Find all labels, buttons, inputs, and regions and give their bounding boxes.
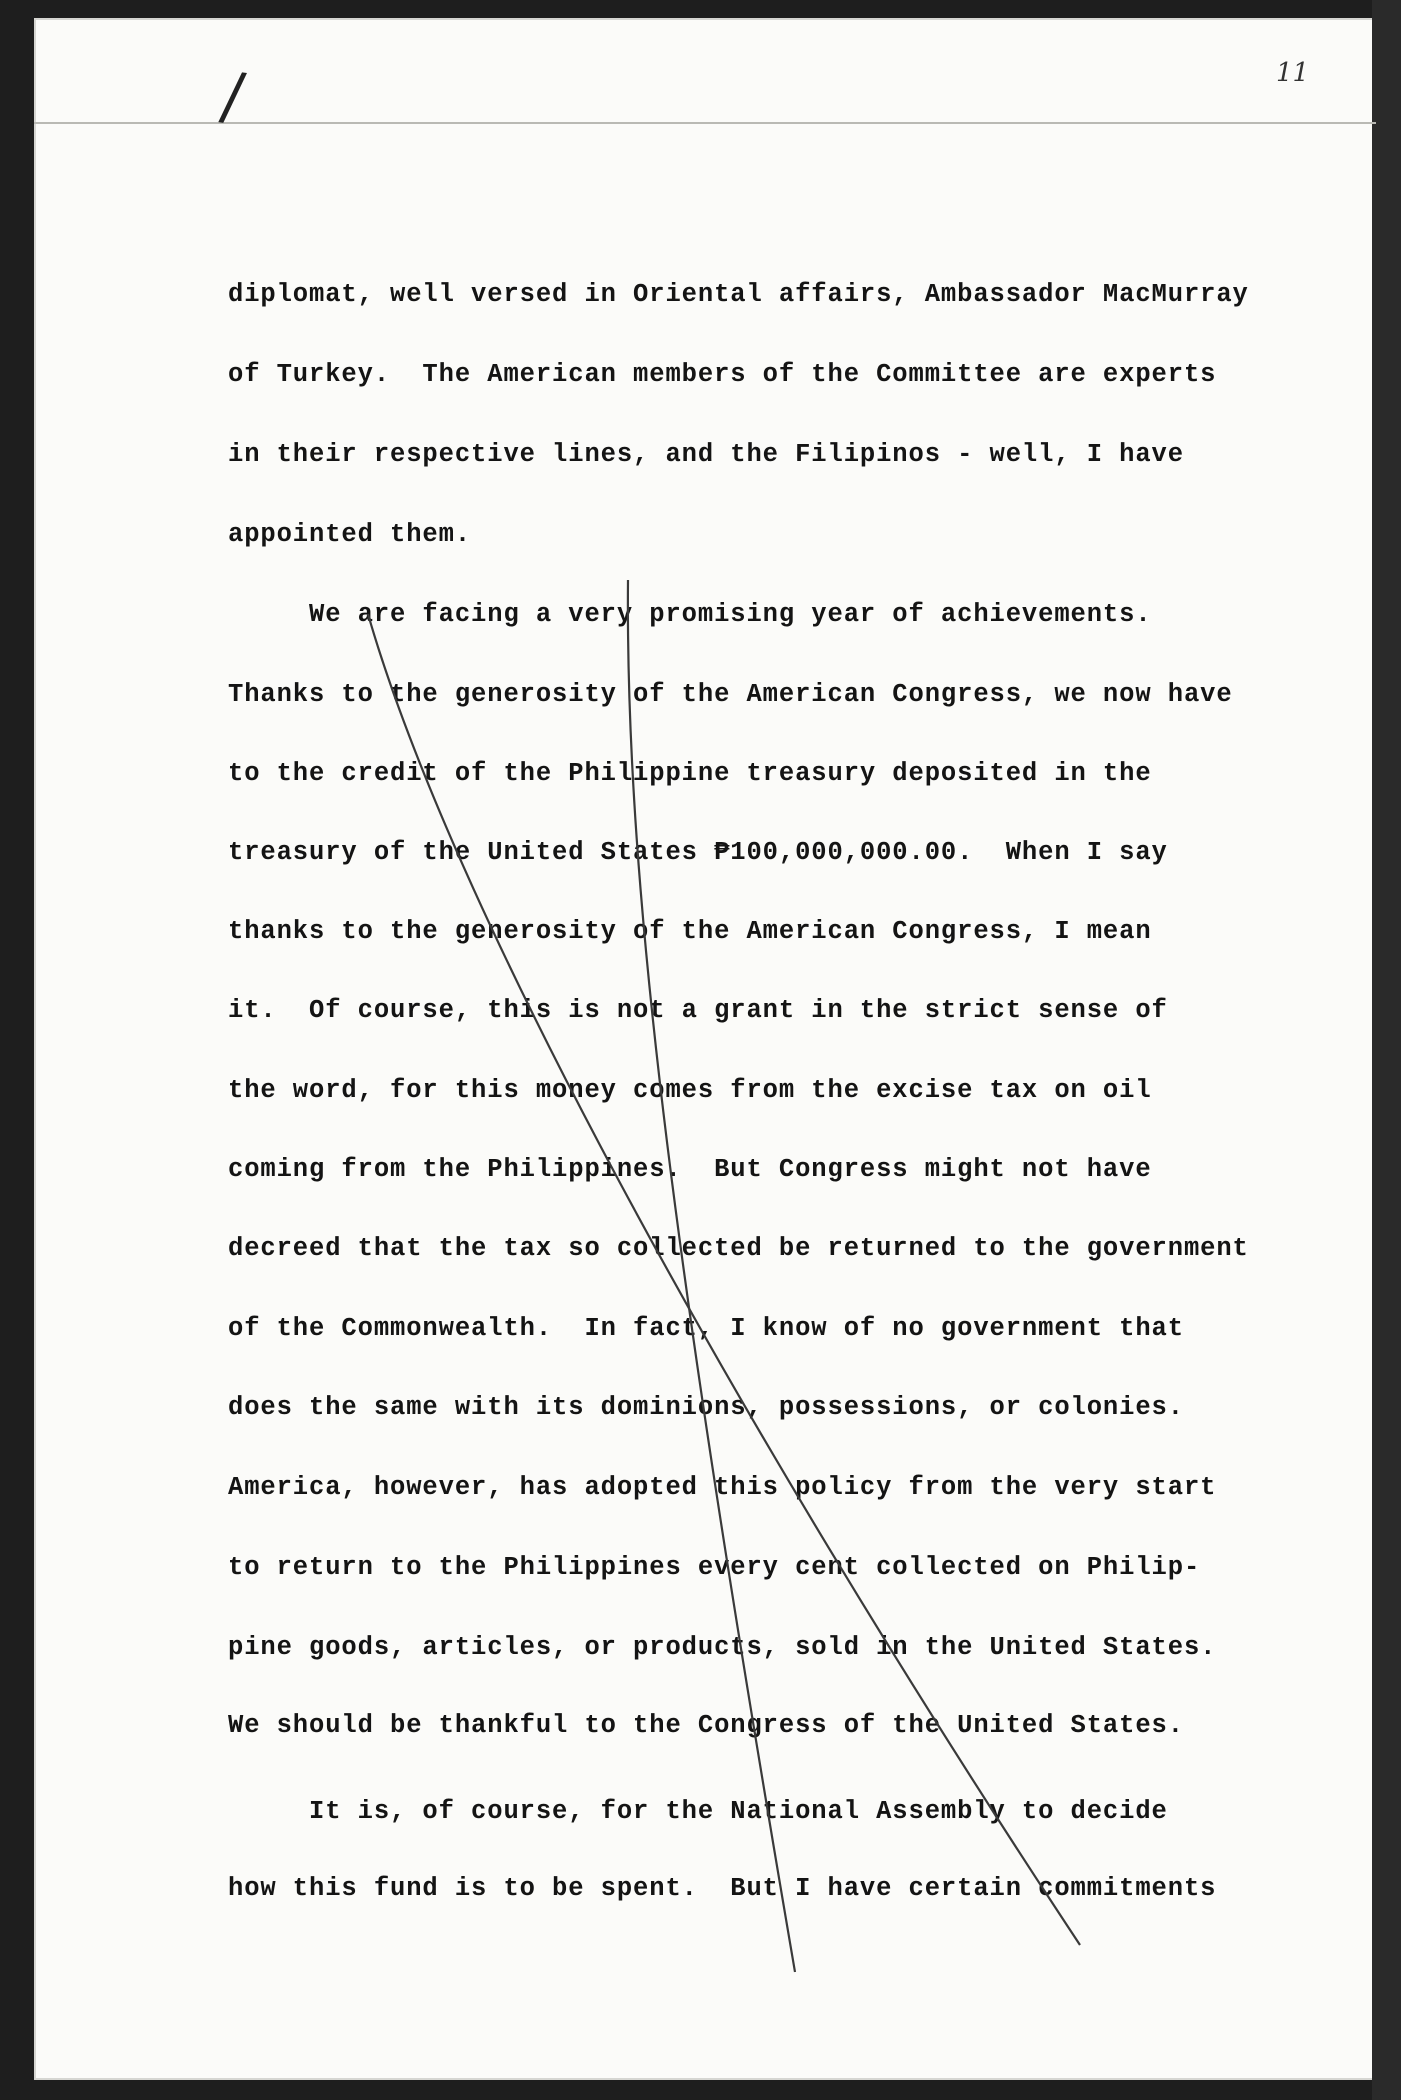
margin-pen-mark: / bbox=[216, 58, 249, 136]
text-line: to return to the Philippines every cent collected on Philip- bbox=[228, 1553, 1201, 1582]
text-line: Thanks to the generosity of the American Congress, we now have bbox=[228, 680, 1233, 709]
text-line: diplomat, well versed in Oriental affairs, Ambassador MacMurray bbox=[228, 280, 1249, 309]
page-number: 11 bbox=[1276, 58, 1310, 88]
text-line: of the Commonwealth. In fact, I know of no government that bbox=[228, 1314, 1184, 1343]
text-line: treasury of the United States ₱100,000,000.00. When I say bbox=[228, 838, 1168, 867]
text-line: It is, of course, for the National Assembly to decide bbox=[228, 1797, 1168, 1826]
page-edge-shadow bbox=[1372, 0, 1401, 2100]
text-line: coming from the Philippines. But Congress might not have bbox=[228, 1155, 1152, 1184]
text-line: decreed that the tax so collected be returned to the government bbox=[228, 1234, 1249, 1263]
text-line: the word, for this money comes from the excise tax on oil bbox=[228, 1076, 1152, 1105]
text-line: in their respective lines, and the Filipinos - well, I have bbox=[228, 440, 1184, 469]
text-line: We are facing a very promising year of achievements. bbox=[228, 600, 1152, 629]
text-line: how this fund is to be spent. But I have certain commitments bbox=[228, 1874, 1217, 1903]
text-line: We should be thankful to the Congress of the United States. bbox=[228, 1711, 1184, 1740]
text-line: to the credit of the Philippine treasury deposited in the bbox=[228, 759, 1152, 788]
text-line: of Turkey. The American members of the Committee are experts bbox=[228, 360, 1217, 389]
typed-page bbox=[34, 18, 1376, 2080]
text-line: it. Of course, this is not a grant in the strict sense of bbox=[228, 996, 1168, 1025]
text-line: thanks to the generosity of the American Congress, I mean bbox=[228, 917, 1152, 946]
text-line: pine goods, articles, or products, sold in the United States. bbox=[228, 1633, 1217, 1662]
text-line: does the same with its dominions, possessions, or colonies. bbox=[228, 1393, 1184, 1422]
text-line: appointed them. bbox=[228, 520, 472, 549]
text-line: America, however, has adopted this policy from the very start bbox=[228, 1473, 1217, 1502]
